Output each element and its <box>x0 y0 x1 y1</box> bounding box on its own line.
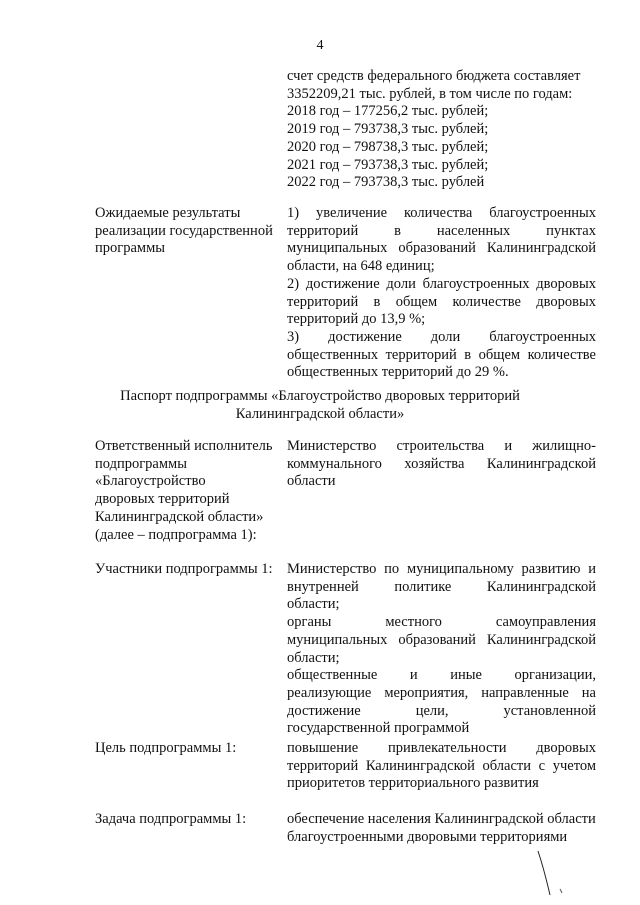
text-line: муниципальных образований Калининградской <box>287 240 596 257</box>
text-line: достижение цели, установленной <box>287 702 596 719</box>
expected-results-label <box>95 205 280 258</box>
text-line: государственной программой <box>287 720 470 737</box>
text-line: внутренней политике Калининградской <box>287 578 596 595</box>
budget-line: 2020 год – 798738,3 тыс. рублей; <box>287 138 489 155</box>
text-line: коммунального хозяйства Калининградской <box>287 455 596 472</box>
label-line: дворовых территорий <box>95 491 230 508</box>
text-line: обеспечение населения Калининградской области <box>287 811 596 827</box>
text-line: Министерство по муниципальному развитию и <box>287 561 596 577</box>
text-line: общественных территорий в общем количестве <box>287 346 596 363</box>
budget-line: 2022 год – 793738,3 тыс. рублей <box>287 174 485 191</box>
budget-line: счет средств федерального бюджета составляет <box>287 68 581 84</box>
scan-mark-icon <box>536 849 576 899</box>
budget-block <box>287 68 597 192</box>
text-line: области, на 648 единиц; <box>287 258 435 275</box>
text-line: территорий в общем количестве дворовых <box>287 293 596 310</box>
budget-line: 2021 год – 793738,3 тыс. рублей; <box>287 156 489 173</box>
text-line: органы местного самоуправления <box>287 614 596 631</box>
budget-line: 2018 год – 177256,2 тыс. рублей; <box>287 103 489 120</box>
label-line: подпрограммы <box>95 455 187 472</box>
text-line: территорий Калининградской области с учетом <box>287 757 596 774</box>
label-line: реализации государственной <box>95 222 273 239</box>
goal-label <box>95 740 280 758</box>
participants-text <box>287 561 596 738</box>
task-text <box>287 811 596 846</box>
text-line: Министерство строительства и жилищно- <box>287 438 596 454</box>
label-line: (далее – подпрограмма 1): <box>95 526 257 543</box>
page-number: 4 <box>316 38 324 53</box>
budget-line: 2019 год – 793738,3 тыс. рублей; <box>287 121 489 138</box>
text-line: области; <box>287 596 340 613</box>
text-line: 3) достижение доли благоустроенных <box>287 328 596 345</box>
text-line: 1) увеличение количества благоустроенных <box>287 205 596 221</box>
expected-results-text <box>287 205 596 382</box>
label-line: «Благоустройство <box>95 473 206 490</box>
text-line: 2) достижение доли благоустроенных дворовых <box>287 275 596 292</box>
task-label <box>95 811 280 829</box>
budget-line: 3352209,21 тыс. рублей, в том числе по годам: <box>287 85 573 102</box>
label-line: Цель подпрограммы 1: <box>95 740 237 756</box>
text-line: области <box>287 473 336 490</box>
responsible-text <box>287 438 596 491</box>
text-line: территорий до 13,9 %; <box>287 311 426 328</box>
text-line: повышение привлекательности дворовых <box>287 740 596 756</box>
text-line: приоритетов территориального развития <box>287 775 539 792</box>
text-line: реализующие мероприятия, направленные на <box>287 684 596 701</box>
text-line: общественных территорий до 29 %. <box>287 364 509 381</box>
label-line: Калининградской области» <box>95 508 264 525</box>
label-line: программы <box>95 240 165 257</box>
label-line: Задача подпрограммы 1: <box>95 811 247 827</box>
label-line: Ответственный исполнитель <box>95 438 273 454</box>
text-line: области; <box>287 649 340 666</box>
text-line: территорий в населенных пунктах <box>287 222 596 239</box>
label-line: Участники подпрограммы 1: <box>95 561 273 577</box>
title-line: Калининградской области» <box>235 405 405 422</box>
text-line: благоустроенными дворовыми территориями <box>287 828 568 845</box>
title-line: Паспорт подпрограммы «Благоустройство дворовых территорий <box>120 388 520 404</box>
goal-text <box>287 740 596 793</box>
text-line: муниципальных образований Калининградской <box>287 631 596 648</box>
responsible-label <box>95 438 280 544</box>
subprogram-title <box>0 388 640 423</box>
text-line: общественные и иные организации, <box>287 667 596 684</box>
participants-label <box>95 561 280 579</box>
label-line: Ожидаемые результаты <box>95 205 241 221</box>
